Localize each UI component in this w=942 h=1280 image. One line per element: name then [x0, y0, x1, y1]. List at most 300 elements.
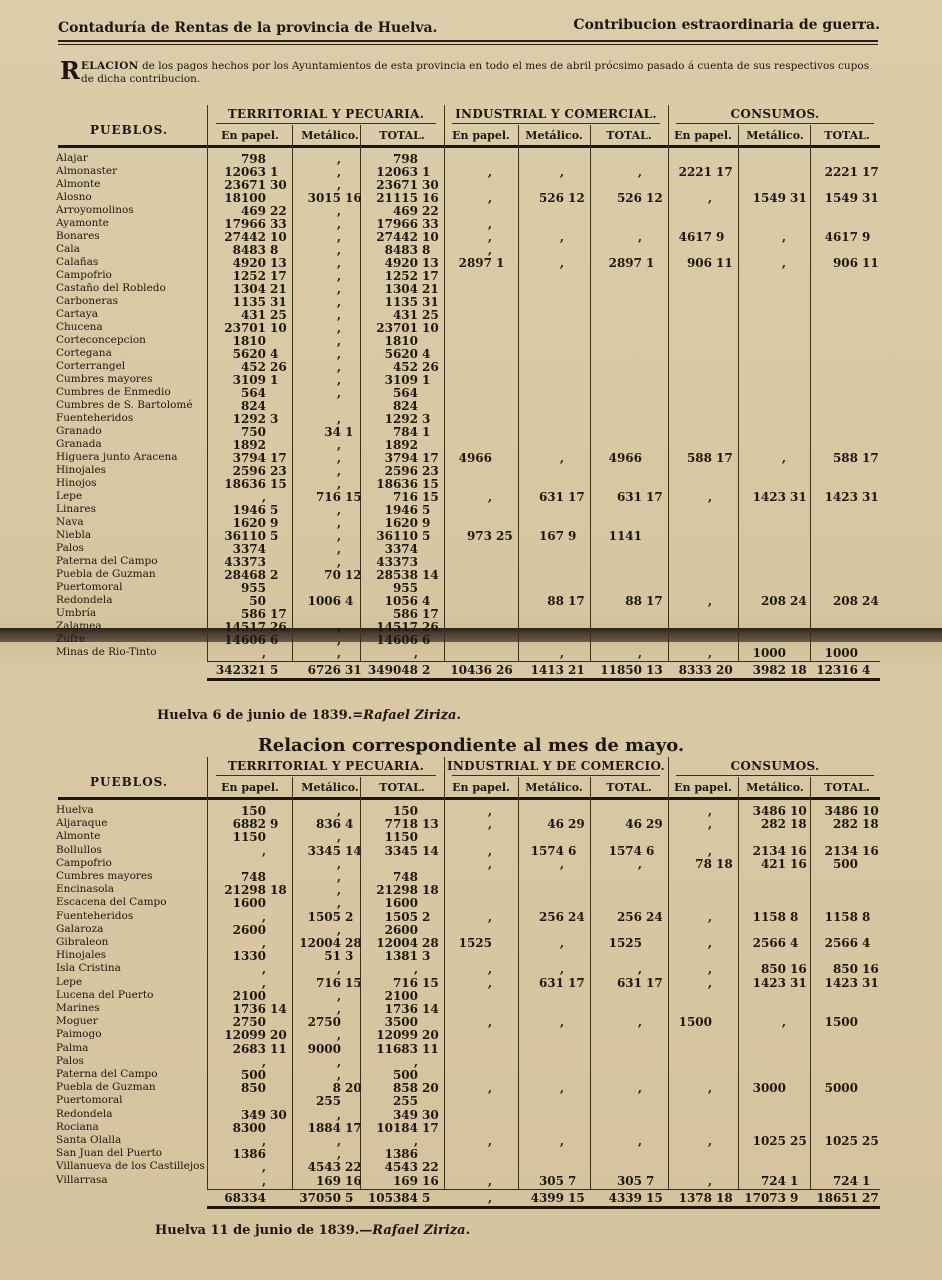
cell-subvalue: 15 — [422, 975, 439, 990]
row-name: Puertomoral — [56, 581, 123, 593]
cell-subvalue: 18 — [422, 883, 439, 898]
cell-value: 8483 — [384, 243, 418, 257]
cell-value: 28538 — [376, 568, 418, 582]
cell-subvalue: 15 — [422, 490, 439, 504]
cell-value: , — [707, 1134, 712, 1148]
cell-subvalue: 3 — [345, 949, 354, 964]
table-row — [0, 347, 942, 360]
cell-value: 469 — [392, 204, 418, 218]
total-subvalue: 15 — [568, 1190, 585, 1205]
cell-subvalue: 20 — [422, 1028, 439, 1043]
signature-abril-text: Huelva 6 de junio de 1839.= — [157, 708, 364, 723]
cell-value: , — [637, 1134, 642, 1148]
table-row — [0, 178, 942, 191]
cell-value: 169 — [315, 1173, 341, 1188]
cell-subvalue: 18 — [790, 817, 807, 832]
cell-value: 150 — [392, 804, 418, 818]
cell-value: 4966 — [608, 451, 642, 465]
cell-subvalue: 16 — [422, 1173, 439, 1188]
intro-text: de los pagos hechos por los Ayuntamientos de esta provincia en todo el mes de abril prócsimo pasado á cuenta de sus respectivos cupos de dicha contribucion. — [80, 60, 870, 85]
cell-value: 1158 — [752, 909, 786, 924]
total-subvalue: 4 — [862, 663, 871, 677]
cell-value: 23701 — [376, 321, 418, 335]
cell-value: 167 — [538, 529, 564, 543]
cell-value: 716 — [315, 490, 341, 504]
cell-value: , — [413, 1054, 418, 1069]
cell-value: 23701 — [224, 321, 266, 335]
cell-value: , — [781, 230, 786, 244]
subheader-3: En papel. — [452, 129, 510, 142]
row-name: Puertomoral — [56, 1094, 123, 1107]
cell-value: 5620 — [232, 347, 266, 361]
total-subvalue: 21 — [568, 663, 585, 677]
subheader-1: Metálico. — [301, 781, 359, 794]
row-name: Cumbres de Enmedio — [56, 386, 171, 398]
cell-value: 70 — [324, 568, 341, 582]
cell-subvalue: 9 — [422, 516, 431, 530]
table-row — [0, 308, 942, 321]
row-name: Campofrio — [56, 269, 112, 281]
cell-value: , — [336, 856, 341, 871]
table-row — [0, 1002, 942, 1015]
total-value: 1378 — [678, 1190, 712, 1205]
table-row — [0, 883, 942, 896]
table-row — [0, 910, 942, 923]
row-name: Alosno — [56, 191, 92, 203]
cell-value: 748 — [392, 870, 418, 884]
cell-value: , — [336, 620, 341, 634]
table-row — [0, 594, 942, 607]
cell-subvalue: 17 — [270, 451, 287, 465]
cell-value: 14606 — [224, 633, 266, 647]
cell-value: , — [559, 1015, 564, 1030]
cell-value: 12063 — [224, 165, 266, 179]
cell-value: 255 — [315, 1094, 341, 1109]
table-row — [0, 542, 942, 555]
total-value: 68334 — [224, 1190, 266, 1205]
group-territorial-header: TERRITORIAL Y PECUARIA. — [227, 759, 425, 773]
cell-value: 282 — [832, 817, 858, 832]
cell-value: 1056 — [384, 594, 418, 608]
cell-value: , — [637, 165, 642, 179]
row-name: Villarrasa — [56, 1173, 108, 1186]
cell-value: , — [413, 646, 418, 660]
total-subvalue: 18 — [790, 663, 807, 677]
cell-subvalue: 11 — [422, 1041, 439, 1056]
cell-value: 631 — [538, 975, 564, 990]
subheader-7: Metálico. — [746, 129, 804, 142]
cell-subvalue: 17 — [862, 165, 879, 179]
cell-subvalue: 33 — [422, 217, 439, 231]
table-row — [0, 438, 942, 451]
cell-value: 824 — [240, 399, 266, 413]
row-name: Puebla de Guzman — [56, 568, 156, 580]
table-row — [0, 1121, 942, 1134]
cell-subvalue: 14 — [422, 1002, 439, 1016]
cell-value: , — [336, 922, 341, 937]
cell-value: , — [336, 1068, 341, 1082]
cell-subvalue: 9 — [270, 817, 279, 832]
row-name: Redondela — [56, 1107, 113, 1120]
cell-value: 1150 — [232, 830, 266, 845]
cell-subvalue: 17 — [716, 451, 733, 465]
cell-subvalue: 14 — [345, 843, 362, 858]
cell-value: 724 — [832, 1173, 858, 1188]
cell-value: 1330 — [232, 949, 266, 964]
row-name: Bonares — [56, 230, 100, 242]
cell-value: , — [413, 962, 418, 977]
cell-value: 3486 — [824, 804, 858, 818]
cell-value: , — [336, 830, 341, 845]
cell-value: 1304 — [232, 282, 266, 296]
cell-subvalue: 10 — [422, 321, 439, 335]
cell-subvalue: 4 — [345, 817, 354, 832]
cell-value: 1810 — [384, 334, 418, 348]
cell-value: 28468 — [224, 568, 266, 582]
cell-subvalue: 1 — [862, 1173, 871, 1188]
cell-value: , — [336, 178, 341, 192]
signature-abril-name: Rafael Ziriza. — [363, 708, 461, 723]
cell-value: 208 — [832, 594, 858, 608]
cell-value: 2683 — [232, 1041, 266, 1056]
cell-value: 716 — [392, 975, 418, 990]
cell-subvalue: 30 — [270, 178, 287, 192]
cell-value: , — [707, 804, 712, 818]
total-value: 8333 — [678, 663, 712, 677]
cell-value: 2596 — [384, 464, 418, 478]
subheader-3: En papel. — [452, 781, 510, 794]
cell-subvalue: 6 — [568, 843, 577, 858]
row-name: Bollullos — [56, 843, 102, 856]
cell-value: 1525 — [458, 936, 492, 950]
cell-value: , — [336, 386, 341, 400]
cell-value: 349 — [240, 1107, 266, 1122]
cell-value: 12004 — [376, 936, 418, 950]
cell-value: 1423 — [752, 975, 786, 990]
table-row — [0, 949, 942, 962]
row-name: Hinojales — [56, 949, 107, 962]
cell-value: 282 — [760, 817, 786, 832]
pueblos-header: PUEBLOS. — [90, 775, 169, 789]
cell-value: , — [487, 817, 492, 832]
cell-subvalue: 1 — [646, 256, 655, 270]
intro-lead: ELACION — [80, 60, 139, 72]
total-subvalue: 26 — [496, 663, 513, 677]
cell-value: , — [487, 1081, 492, 1096]
cell-subvalue: 17 — [270, 607, 287, 621]
cell-value: , — [487, 243, 492, 257]
cell-value: 2221 — [824, 165, 858, 179]
total-subvalue: 13 — [646, 663, 663, 677]
cell-subvalue: 15 — [345, 975, 362, 990]
row-name: Santa Olalla — [56, 1134, 122, 1146]
subheader-8: TOTAL. — [824, 129, 870, 142]
cell-subvalue: 28 — [345, 936, 362, 950]
cell-subvalue: 8 — [270, 243, 279, 257]
cell-value: 8300 — [232, 1120, 266, 1135]
cell-value: , — [336, 1147, 341, 1162]
cell-subvalue: 31 — [790, 975, 807, 990]
table-row — [0, 295, 942, 308]
row-name: Rociana — [56, 1120, 99, 1133]
cell-value: , — [261, 1134, 266, 1148]
cell-value: 850 — [832, 962, 858, 977]
row-name: Nava — [56, 516, 84, 528]
totals-row — [0, 1191, 942, 1205]
cell-value: , — [261, 936, 266, 950]
cell-subvalue: 18 — [270, 883, 287, 898]
total-value: 18651 — [816, 1190, 858, 1205]
cell-value: , — [707, 594, 712, 608]
cell-value: , — [336, 870, 341, 884]
row-name: Almonte — [56, 830, 101, 843]
cell-value: 1525 — [608, 936, 642, 950]
cell-value: 955 — [240, 581, 266, 595]
table-row — [0, 896, 942, 909]
cell-subvalue: 13 — [422, 817, 439, 832]
group-industrial-header: INDUSTRIAL Y DE COMERCIO. — [446, 759, 666, 773]
cell-value: , — [261, 490, 266, 504]
row-name: Minas de Rio-Tinto — [56, 646, 157, 658]
cell-value: 1025 — [752, 1134, 786, 1148]
cell-subvalue: 21 — [270, 282, 287, 296]
cell-value: 43373 — [224, 555, 266, 569]
table-row — [0, 451, 942, 464]
cell-value: , — [336, 321, 341, 335]
table-row — [0, 870, 942, 883]
cell-subvalue: 16 — [422, 191, 439, 205]
cell-value: 798 — [240, 152, 266, 166]
cell-value: , — [487, 165, 492, 179]
cell-value: 2100 — [384, 988, 418, 1003]
cell-value: , — [336, 477, 341, 491]
row-name: Aljaraque — [56, 817, 108, 830]
table-row — [0, 204, 942, 217]
total-value: 105384 — [367, 1190, 418, 1205]
cell-subvalue: 16 — [790, 962, 807, 977]
cell-value: , — [261, 843, 266, 858]
cell-subvalue: 17 — [646, 594, 663, 608]
cell-subvalue: 30 — [422, 178, 439, 192]
cell-value: , — [487, 1134, 492, 1148]
cell-subvalue: 12 — [345, 568, 362, 582]
total-value: 4399 — [530, 1190, 564, 1205]
cell-value: 23671 — [224, 178, 266, 192]
cell-value: , — [261, 646, 266, 660]
row-name: Encinasola — [56, 883, 115, 896]
row-name: Higuera junto Aracena — [56, 451, 178, 463]
cell-value: 955 — [392, 581, 418, 595]
cell-value: 3374 — [232, 542, 266, 556]
cell-value: 4966 — [458, 451, 492, 465]
cell-value: , — [261, 962, 266, 977]
cell-value: , — [413, 1134, 418, 1148]
table-row — [0, 817, 942, 830]
cell-value: , — [261, 1160, 266, 1175]
cell-subvalue: 33 — [270, 217, 287, 231]
cell-value: , — [336, 633, 341, 647]
cell-subvalue: 26 — [270, 620, 287, 634]
cell-value: 1600 — [232, 896, 266, 911]
cell-value: , — [637, 1015, 642, 1030]
cell-value: , — [559, 230, 564, 244]
cell-value: 1505 — [307, 909, 341, 924]
row-name: Almonaster — [56, 165, 118, 177]
row-name: Cortegana — [56, 347, 112, 359]
cell-value: 1423 — [824, 975, 858, 990]
cell-value: 10184 — [376, 1120, 418, 1135]
total-subvalue: 15 — [646, 1190, 663, 1205]
cell-value: 2134 — [752, 843, 786, 858]
cell-value: 5620 — [384, 347, 418, 361]
cell-value: , — [336, 269, 341, 283]
cell-subvalue: 5 — [422, 529, 431, 543]
subheader-6: En papel. — [674, 129, 732, 142]
cell-value: , — [261, 1173, 266, 1188]
cell-subvalue: 17 — [862, 451, 879, 465]
cell-value: , — [487, 975, 492, 990]
cell-subvalue: 4 — [422, 594, 431, 608]
cell-value: , — [336, 334, 341, 348]
subheader-5: TOTAL. — [606, 129, 652, 142]
subheader-2: TOTAL. — [379, 129, 425, 142]
cell-value: , — [487, 909, 492, 924]
cell-value: 784 — [392, 425, 418, 439]
table-row — [0, 321, 942, 334]
header-left: Contaduría de Rentas de la provincia de Huelva. — [58, 20, 438, 36]
total-subvalue: 5 — [422, 1190, 431, 1205]
cell-value: 256 — [616, 909, 642, 924]
cell-value: 12004 — [299, 936, 341, 950]
total-value: 17073 — [744, 1190, 786, 1205]
table-row — [0, 1068, 942, 1081]
cell-subvalue: 28 — [422, 936, 439, 950]
total-value: 11850 — [600, 663, 642, 677]
cell-value: , — [336, 412, 341, 426]
cell-value: 21115 — [376, 191, 418, 205]
cell-value: 1892 — [384, 438, 418, 452]
row-name: Puebla de Guzman — [56, 1081, 156, 1094]
cell-value: 27442 — [224, 230, 266, 244]
cell-subvalue: 17 — [422, 451, 439, 465]
cell-value: 716 — [315, 975, 341, 990]
subheader-2: TOTAL. — [379, 781, 425, 794]
totals-rule — [207, 661, 880, 662]
cell-subvalue: 2 — [270, 568, 279, 582]
cell-subvalue: 7 — [646, 1173, 655, 1188]
table-row — [0, 976, 942, 989]
cell-subvalue: 1 — [345, 425, 354, 439]
cell-subvalue: 2 — [422, 909, 431, 924]
cell-value: , — [336, 165, 341, 179]
cell-value: , — [336, 516, 341, 530]
totals-bottom-rule — [207, 678, 880, 681]
cell-subvalue: 13 — [270, 256, 287, 270]
cell-subvalue: 8 — [790, 909, 799, 924]
row-name: Palos — [56, 1054, 84, 1067]
cell-value: , — [707, 1081, 712, 1096]
cell-subvalue: 20 — [270, 1028, 287, 1043]
cell-value: 17966 — [376, 217, 418, 231]
cell-value: , — [637, 1081, 642, 1096]
cell-subvalue: 10 — [270, 230, 287, 244]
cell-subvalue: 22 — [270, 204, 287, 218]
cell-value: 8 — [332, 1081, 341, 1096]
cell-value: 18100 — [224, 191, 266, 205]
row-name: Fuenteheridos — [56, 412, 134, 424]
row-name: Alajar — [56, 152, 88, 164]
cell-value: , — [559, 856, 564, 871]
cell-value: 12063 — [376, 165, 418, 179]
cell-subvalue: 25 — [790, 1134, 807, 1148]
table-row — [0, 555, 942, 568]
cell-value: 14517 — [376, 620, 418, 634]
cell-value: 4920 — [232, 256, 266, 270]
table-row — [0, 269, 942, 282]
cell-value: 2600 — [384, 922, 418, 937]
cell-value: , — [487, 217, 492, 231]
cell-value: 973 — [466, 529, 492, 543]
row-name: Cala — [56, 243, 80, 255]
cell-subvalue: 31 — [790, 191, 807, 205]
cell-value: 906 — [832, 256, 858, 270]
table-row — [0, 334, 942, 347]
subheader-6: En papel. — [674, 781, 732, 794]
table-row — [0, 962, 942, 975]
cell-subvalue: 14 — [270, 1002, 287, 1016]
cell-value: , — [637, 962, 642, 977]
cell-value: 750 — [240, 425, 266, 439]
cell-subvalue: 4 — [790, 936, 799, 950]
row-name: Galaroza — [56, 922, 104, 935]
cell-value: 1025 — [824, 1134, 858, 1148]
table-row — [0, 230, 942, 243]
cell-value: 3374 — [384, 542, 418, 556]
cell-value: , — [637, 646, 642, 660]
cell-value: , — [336, 282, 341, 296]
cell-value: 1000 — [824, 646, 858, 660]
cell-value: 588 — [832, 451, 858, 465]
group-consumos-rule — [676, 123, 874, 124]
group-territorial-rule — [216, 123, 436, 124]
cell-subvalue: 16 — [862, 962, 879, 977]
cell-subvalue: 15 — [422, 477, 439, 491]
cell-subvalue: 13 — [422, 256, 439, 270]
cell-value: , — [336, 1134, 341, 1148]
table-row — [0, 1055, 942, 1068]
cell-value: 3109 — [384, 373, 418, 387]
cell-value: 43373 — [376, 555, 418, 569]
row-name: Palos — [56, 542, 84, 554]
cell-subvalue: 16 — [790, 843, 807, 858]
cell-value: , — [707, 191, 712, 205]
cell-subvalue: 9 — [270, 516, 279, 530]
cell-value: 1135 — [232, 295, 266, 309]
row-name: Escacena del Campo — [56, 896, 167, 909]
table-row — [0, 529, 942, 542]
table-row — [0, 1134, 942, 1147]
table-row — [0, 1042, 942, 1055]
cell-value: 27442 — [376, 230, 418, 244]
cell-value: 36110 — [224, 529, 266, 543]
row-name: Calañas — [56, 256, 99, 268]
cell-value: 724 — [760, 1173, 786, 1188]
cell-subvalue: 6 — [270, 633, 279, 647]
cell-value: , — [336, 308, 341, 322]
cell-subvalue: 21 — [422, 282, 439, 296]
cell-subvalue: 9 — [862, 230, 871, 244]
cell-value: 586 — [392, 607, 418, 621]
